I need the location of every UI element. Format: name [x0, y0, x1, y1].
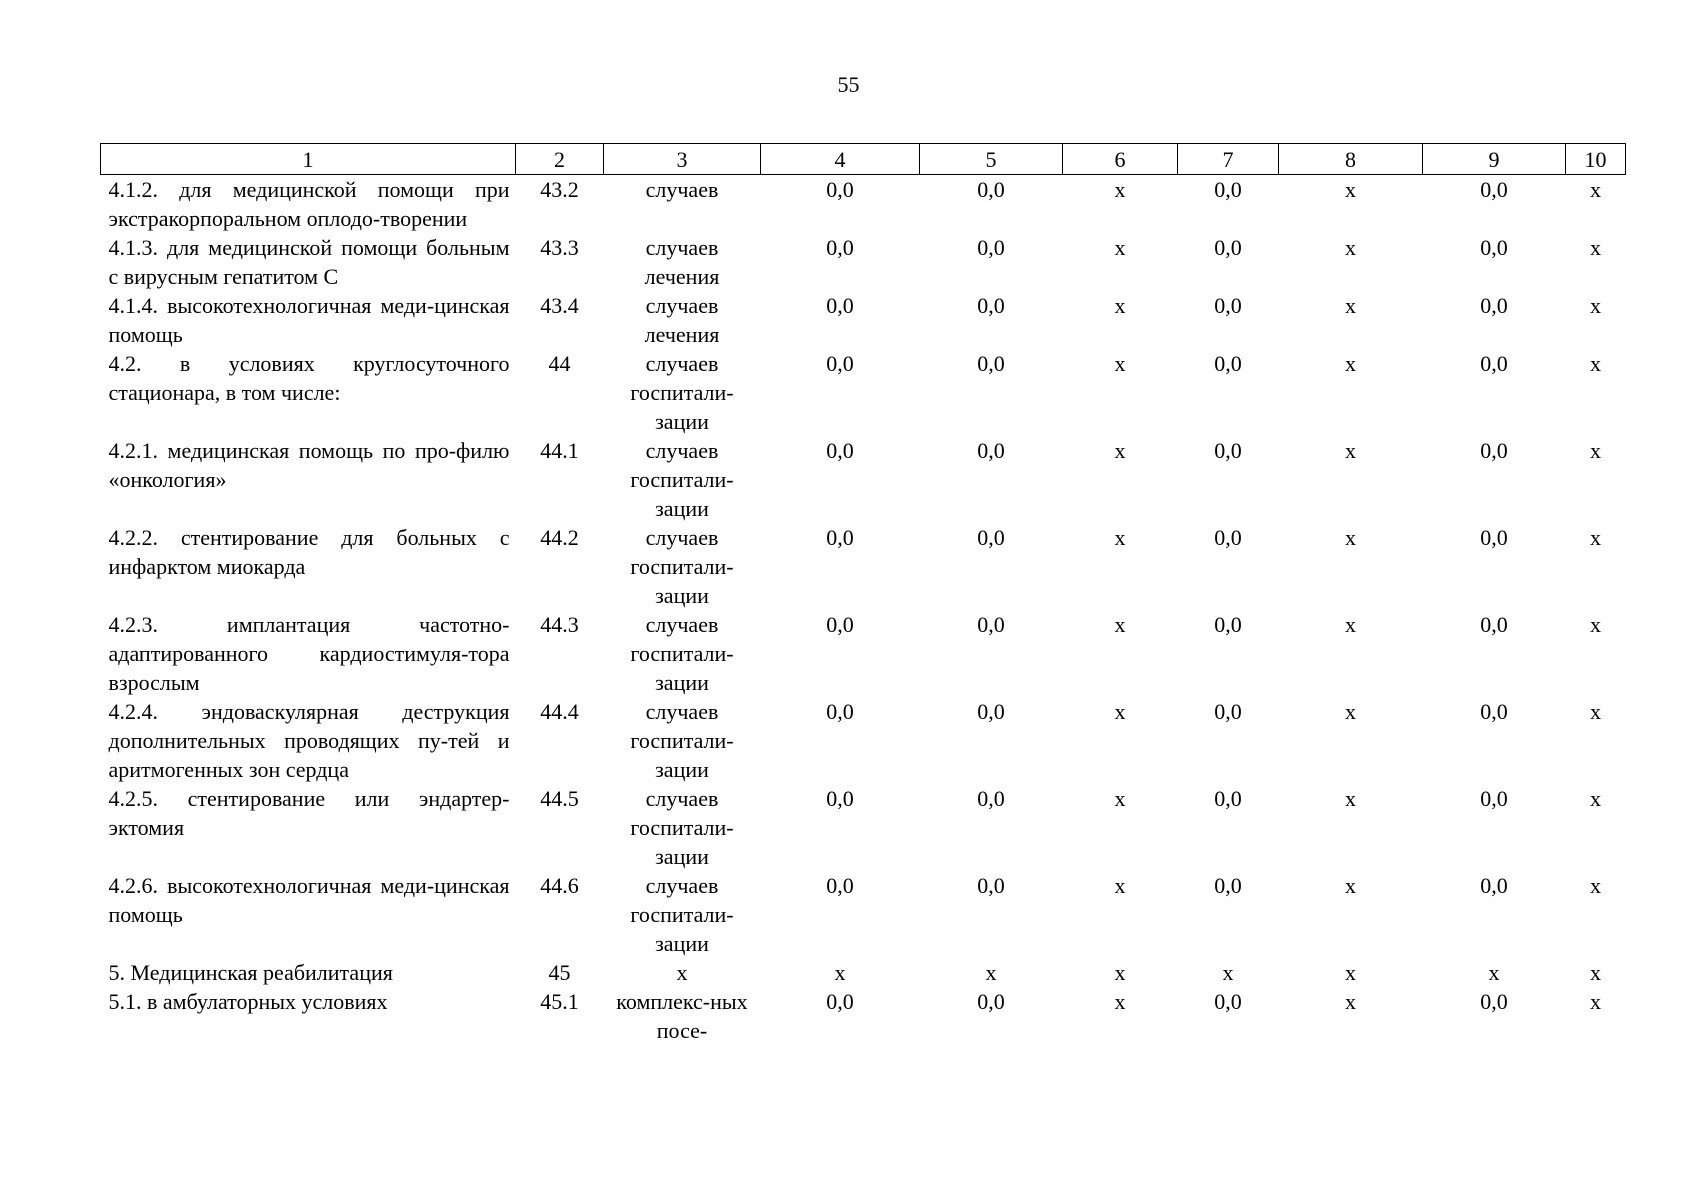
- cell-col-6: х: [1114, 293, 1126, 318]
- cell-col-8: х: [1345, 786, 1356, 811]
- column-header: 4: [761, 144, 920, 175]
- cell-col-7: 0,0: [1214, 351, 1242, 376]
- cell-col-10: х: [1590, 873, 1601, 898]
- cell-col-9: 0,0: [1480, 293, 1508, 318]
- cell-col-6: х: [1114, 960, 1126, 985]
- row-description: 4.2.6. высокотехнологичная меди-цинская помощь: [108, 873, 510, 927]
- cell-col-10: х: [1590, 786, 1601, 811]
- table-row: [101, 697, 1626, 784]
- cell-col-8: х: [1345, 438, 1356, 463]
- cell-col-7: 0,0: [1214, 612, 1242, 637]
- cell-col-8: х: [1345, 960, 1356, 985]
- row-description: 4.2.5. стентирование или эндартер-эктомия: [108, 786, 510, 840]
- table-row: [101, 523, 1626, 610]
- table-row: [101, 987, 1626, 1045]
- cell-col-4: 0,0: [826, 525, 854, 550]
- table-row: [101, 349, 1626, 436]
- cell-col-10: х: [1590, 293, 1601, 318]
- cell-col-5: 0,0: [977, 612, 1005, 637]
- row-code: 45: [548, 960, 571, 985]
- cell-col-7: 0,0: [1214, 699, 1242, 724]
- row-unit: случаев госпитали-зации: [630, 351, 734, 434]
- row-unit: случаев госпитали-зации: [630, 525, 734, 608]
- row-unit: случаев: [645, 177, 719, 202]
- table-row: [101, 436, 1626, 523]
- table-row: [101, 784, 1626, 871]
- row-unit: случаев лечения: [644, 235, 720, 289]
- data-table: [100, 143, 1626, 1045]
- cell-col-7: 0,0: [1214, 438, 1242, 463]
- row-code: 44.6: [540, 873, 579, 898]
- cell-col-7: 0,0: [1214, 873, 1242, 898]
- cell-col-9: 0,0: [1480, 612, 1508, 637]
- cell-col-4: 0,0: [826, 235, 854, 260]
- row-description: 4.1.3. для медицинской помощи больным с вирусным гепатитом С: [108, 235, 510, 289]
- row-unit: случаев госпитали-зации: [630, 873, 734, 956]
- cell-col-8: х: [1345, 699, 1356, 724]
- cell-col-8: х: [1345, 351, 1356, 376]
- row-code: 44.1: [540, 438, 579, 463]
- cell-col-4: 0,0: [826, 989, 854, 1014]
- row-unit: х: [676, 960, 688, 985]
- row-code: 44.3: [540, 612, 579, 637]
- cell-col-8: х: [1345, 612, 1356, 637]
- column-header: 10: [1566, 144, 1626, 175]
- cell-col-4: х: [834, 960, 846, 985]
- cell-col-5: 0,0: [977, 351, 1005, 376]
- cell-col-4: 0,0: [826, 612, 854, 637]
- row-code: 43.4: [540, 293, 579, 318]
- row-code: 43.2: [540, 177, 579, 202]
- cell-col-4: 0,0: [826, 438, 854, 463]
- cell-col-5: 0,0: [977, 699, 1005, 724]
- cell-col-7: 0,0: [1214, 525, 1242, 550]
- row-unit: случаев госпитали-зации: [630, 612, 734, 695]
- cell-col-5: 0,0: [977, 525, 1005, 550]
- cell-col-9: 0,0: [1480, 989, 1508, 1014]
- row-code: 43.3: [540, 235, 579, 260]
- cell-col-6: х: [1114, 989, 1126, 1014]
- row-code: 44: [548, 351, 571, 376]
- table-row: [101, 871, 1626, 958]
- cell-col-9: 0,0: [1480, 525, 1508, 550]
- column-header: 3: [604, 144, 761, 175]
- row-code: 44.2: [540, 525, 579, 550]
- column-header: 6: [1063, 144, 1178, 175]
- cell-col-5: 0,0: [977, 177, 1005, 202]
- cell-col-8: х: [1345, 989, 1356, 1014]
- cell-col-8: х: [1345, 177, 1356, 202]
- row-unit: комплекс-ных посе-: [616, 989, 748, 1043]
- cell-col-10: х: [1590, 699, 1601, 724]
- cell-col-9: 0,0: [1480, 438, 1508, 463]
- table-row: [101, 610, 1626, 697]
- cell-col-4: 0,0: [826, 699, 854, 724]
- cell-col-6: х: [1114, 699, 1126, 724]
- row-description: 4.2.4. эндоваскулярная деструкция дополнительных проводящих пу-тей и аритмогенных зон сердца: [108, 699, 510, 782]
- cell-col-10: х: [1590, 989, 1601, 1014]
- cell-col-6: х: [1114, 786, 1126, 811]
- cell-col-5: 0,0: [977, 873, 1005, 898]
- page-number: 55: [837, 72, 860, 97]
- cell-col-9: 0,0: [1480, 235, 1508, 260]
- cell-col-6: х: [1114, 438, 1126, 463]
- cell-col-10: х: [1590, 612, 1601, 637]
- cell-col-5: 0,0: [977, 989, 1005, 1014]
- cell-col-5: 0,0: [977, 235, 1005, 260]
- cell-col-5: х: [985, 960, 997, 985]
- cell-col-9: 0,0: [1480, 351, 1508, 376]
- row-description: 4.1.2. для медицинской помощи при экстракорпоральном оплодо-творении: [108, 177, 510, 231]
- table-header-row: [101, 144, 1626, 175]
- cell-col-10: х: [1590, 960, 1601, 985]
- cell-col-5: 0,0: [977, 438, 1005, 463]
- column-header: 2: [516, 144, 604, 175]
- row-code: 45.1: [540, 989, 579, 1014]
- column-header: 7: [1178, 144, 1279, 175]
- cell-col-10: х: [1590, 351, 1601, 376]
- row-description: 5. Медицинская реабилитация: [108, 960, 393, 985]
- cell-col-9: 0,0: [1480, 873, 1508, 898]
- column-header: 9: [1423, 144, 1566, 175]
- cell-col-5: 0,0: [977, 293, 1005, 318]
- cell-col-7: 0,0: [1214, 989, 1242, 1014]
- column-header: 5: [920, 144, 1063, 175]
- cell-col-6: х: [1114, 525, 1126, 550]
- cell-col-4: 0,0: [826, 177, 854, 202]
- cell-col-6: х: [1114, 351, 1126, 376]
- row-description: 5.1. в амбулаторных условиях: [108, 989, 388, 1014]
- cell-col-4: 0,0: [826, 293, 854, 318]
- cell-col-4: 0,0: [826, 873, 854, 898]
- table-row: [101, 233, 1626, 291]
- cell-col-6: х: [1114, 177, 1126, 202]
- row-description: 4.2. в условиях круглосуточного стационара, в том числе:: [108, 351, 510, 405]
- cell-col-7: 0,0: [1214, 786, 1242, 811]
- cell-col-6: х: [1114, 873, 1126, 898]
- cell-col-8: х: [1345, 235, 1356, 260]
- row-unit: случаев лечения: [644, 293, 720, 347]
- cell-col-10: х: [1590, 525, 1601, 550]
- cell-col-4: 0,0: [826, 351, 854, 376]
- table-body: [101, 175, 1626, 1046]
- cell-col-7: х: [1222, 960, 1234, 985]
- cell-col-9: 0,0: [1480, 786, 1508, 811]
- column-header: 8: [1279, 144, 1423, 175]
- cell-col-4: 0,0: [826, 786, 854, 811]
- row-unit: случаев госпитали-зации: [630, 699, 734, 782]
- row-description: 4.1.4. высокотехнологичная меди-цинская помощь: [108, 293, 510, 347]
- cell-col-7: 0,0: [1214, 235, 1242, 260]
- table-row: [101, 958, 1626, 987]
- row-code: 44.4: [540, 699, 579, 724]
- row-unit: случаев госпитали-зации: [630, 786, 734, 869]
- row-description: 4.2.3. имплантация частотно-адаптированного кардиостимуля-тора взрослым: [108, 612, 510, 695]
- column-header: 1: [101, 144, 516, 175]
- cell-col-10: х: [1590, 177, 1601, 202]
- table-row: [101, 291, 1626, 349]
- row-description: 4.2.2. стентирование для больных с инфарктом миокарда: [108, 525, 510, 579]
- table-row: [101, 175, 1626, 234]
- cell-col-7: 0,0: [1214, 293, 1242, 318]
- cell-col-5: 0,0: [977, 786, 1005, 811]
- cell-col-9: 0,0: [1480, 177, 1508, 202]
- cell-col-8: х: [1345, 873, 1356, 898]
- cell-col-8: х: [1345, 293, 1356, 318]
- cell-col-8: х: [1345, 525, 1356, 550]
- cell-col-6: х: [1114, 235, 1126, 260]
- row-description: 4.2.1. медицинская помощь по про-филю «онкология»: [108, 438, 510, 492]
- cell-col-9: 0,0: [1480, 699, 1508, 724]
- cell-col-10: х: [1590, 235, 1601, 260]
- cell-col-10: х: [1590, 438, 1601, 463]
- cell-col-6: х: [1114, 612, 1126, 637]
- cell-col-9: х: [1488, 960, 1500, 985]
- row-code: 44.5: [540, 786, 579, 811]
- cell-col-7: 0,0: [1214, 177, 1242, 202]
- row-unit: случаев госпитали-зации: [630, 438, 734, 521]
